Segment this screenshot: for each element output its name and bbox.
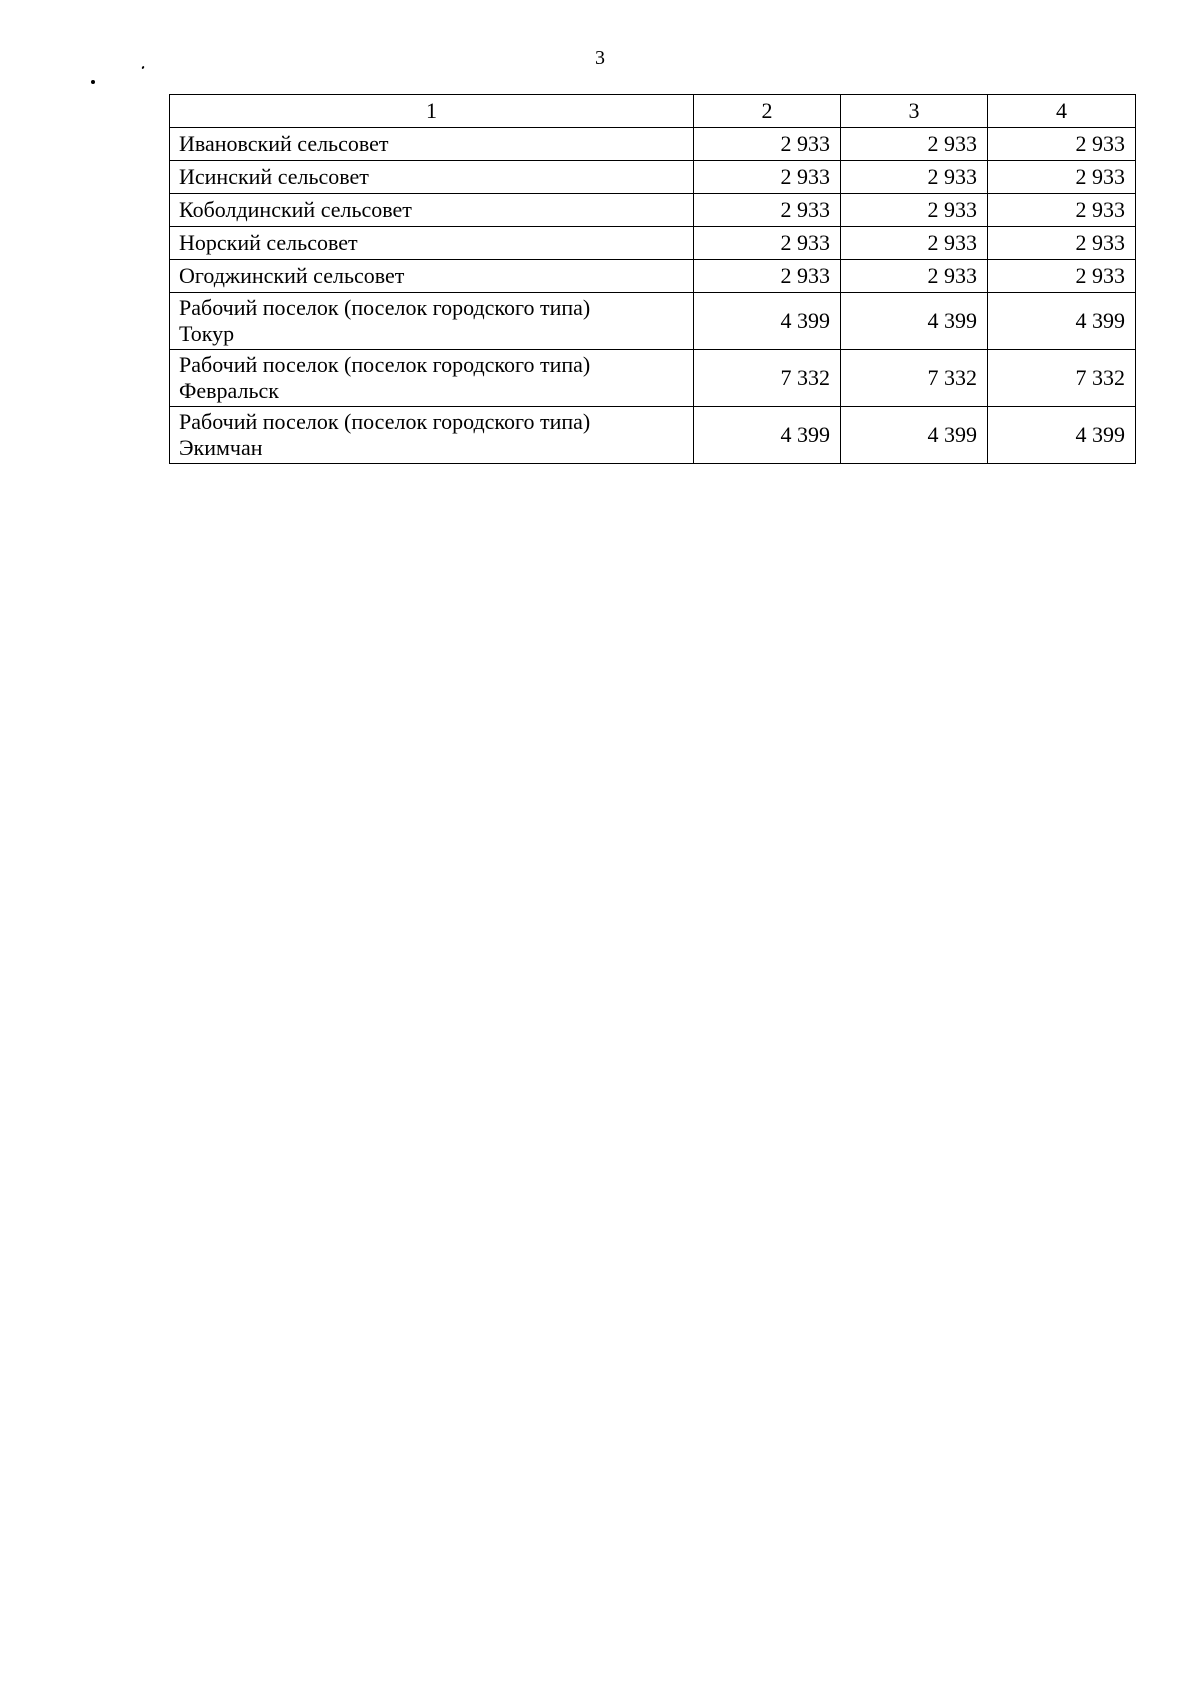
row-name-line1: Огоджинский сельсовет [179, 263, 405, 288]
row-name-line1: Ивановский сельсовет [179, 131, 389, 156]
row-name-line1: Исинский сельсовет [179, 164, 369, 189]
header-col-4: 4 [988, 95, 1136, 128]
page-number: 3 [595, 47, 605, 69]
row-name [170, 161, 694, 194]
row-value-col-4: 4 399 [988, 407, 1136, 464]
row-value-col-2: 2 933 [694, 128, 841, 161]
row-name-line1: Норский сельсовет [179, 230, 358, 255]
row-name [170, 194, 694, 227]
row-value-col-2: 2 933 [694, 194, 841, 227]
row-name [170, 260, 694, 293]
header-col-1: 1 [170, 95, 694, 128]
row-name [170, 128, 694, 161]
table-row [170, 260, 1136, 293]
row-value-col-2: 2 933 [694, 227, 841, 260]
row-value-col-4: 4 399 [988, 293, 1136, 350]
row-value-col-4: 2 933 [988, 128, 1136, 161]
row-name-line1: Рабочий поселок (поселок городского типа) [179, 295, 591, 320]
row-value-col-3: 7 332 [841, 350, 988, 407]
header-col-3: 3 [841, 95, 988, 128]
row-name-line1: Рабочий поселок (поселок городского типа) [179, 409, 591, 434]
table-row [170, 194, 1136, 227]
row-name [170, 293, 694, 350]
row-value-col-2: 4 399 [694, 293, 841, 350]
header-col-2: 2 [694, 95, 841, 128]
row-name-line1: Рабочий поселок (поселок городского типа) [179, 352, 591, 377]
row-name [170, 227, 694, 260]
row-value-col-3: 2 933 [841, 260, 988, 293]
table-row [170, 128, 1136, 161]
row-value-col-3: 2 933 [841, 194, 988, 227]
row-name-line2: Февральск [179, 378, 279, 403]
table-row [170, 227, 1136, 260]
row-value-col-2: 7 332 [694, 350, 841, 407]
table-row [170, 293, 1136, 350]
table-header-row [170, 95, 1136, 128]
scan-speck [91, 80, 95, 84]
row-value-col-3: 2 933 [841, 161, 988, 194]
table-row [170, 350, 1136, 407]
row-value-col-2: 4 399 [694, 407, 841, 464]
table-row [170, 161, 1136, 194]
data-table [169, 94, 1136, 464]
row-value-col-4: 2 933 [988, 260, 1136, 293]
row-name [170, 350, 694, 407]
row-value-col-3: 2 933 [841, 227, 988, 260]
row-value-col-4: 2 933 [988, 194, 1136, 227]
row-value-col-2: 2 933 [694, 260, 841, 293]
row-name-line2: Экимчан [179, 435, 263, 460]
row-value-col-4: 2 933 [988, 227, 1136, 260]
row-value-col-4: 7 332 [988, 350, 1136, 407]
row-name-line2: Токур [179, 321, 235, 346]
row-value-col-3: 2 933 [841, 128, 988, 161]
row-value-col-3: 4 399 [841, 293, 988, 350]
row-value-col-2: 2 933 [694, 161, 841, 194]
row-name-line1: Коболдинский сельсовет [179, 197, 412, 222]
row-value-col-4: 2 933 [988, 161, 1136, 194]
table-row [170, 407, 1136, 464]
row-name [170, 407, 694, 464]
row-value-col-3: 4 399 [841, 407, 988, 464]
